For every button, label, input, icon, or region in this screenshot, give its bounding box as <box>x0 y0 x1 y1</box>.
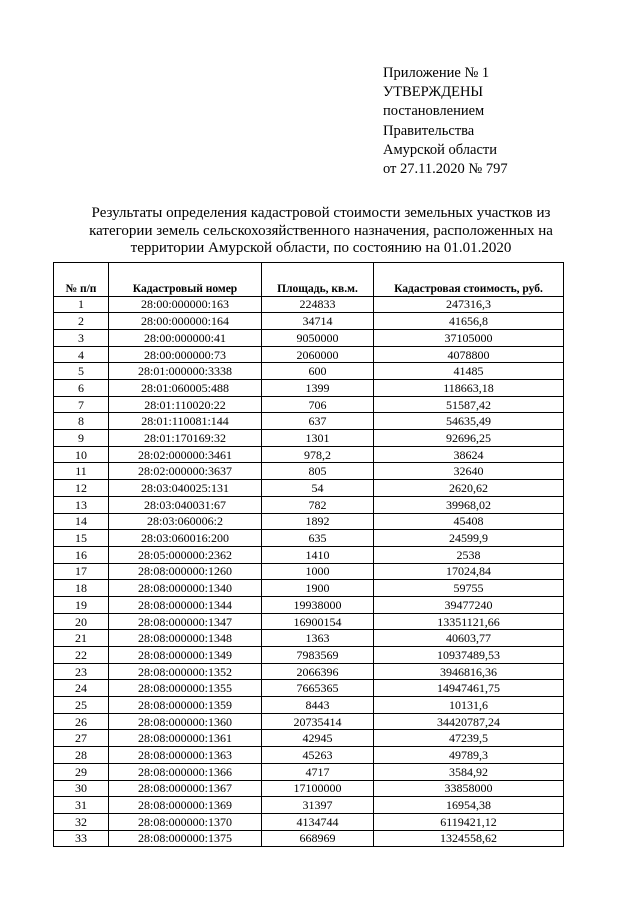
cell-cadastral-number: 28:00:000000:163 <box>109 296 262 313</box>
table-row <box>54 563 564 580</box>
cell-cadastral-value: 10131,6 <box>374 697 564 714</box>
cell-cadastral-number: 28:08:000000:1360 <box>109 713 262 730</box>
cell-cadastral-number: 28:02:000000:3461 <box>109 446 262 463</box>
cell-cadastral-number: 28:08:000000:1352 <box>109 663 262 680</box>
cell-area: 1363 <box>262 630 374 647</box>
cell-area: 2060000 <box>262 346 374 363</box>
cell-area: 16900154 <box>262 613 374 630</box>
cell-area: 224833 <box>262 296 374 313</box>
cell-number: 32 <box>54 813 109 830</box>
cell-area: 20735414 <box>262 713 374 730</box>
table-row <box>54 430 564 447</box>
cell-cadastral-value: 41656,8 <box>374 313 564 330</box>
cell-number: 5 <box>54 363 109 380</box>
cell-area: 17100000 <box>262 780 374 797</box>
table-row <box>54 413 564 430</box>
cell-area: 45263 <box>262 747 374 764</box>
cell-cadastral-value: 13351121,66 <box>374 613 564 630</box>
cell-area: 1000 <box>262 563 374 580</box>
cell-number: 31 <box>54 797 109 814</box>
cell-number: 22 <box>54 647 109 664</box>
cell-area: 2066396 <box>262 663 374 680</box>
cell-number: 23 <box>54 663 109 680</box>
table-row <box>54 830 564 847</box>
header-cadastral-number: Кадастровый номер <box>109 263 262 297</box>
cell-area: 31397 <box>262 797 374 814</box>
cell-number: 4 <box>54 346 109 363</box>
header-number: № п/п <box>54 263 109 297</box>
cell-cadastral-number: 28:08:000000:1348 <box>109 630 262 647</box>
table-row <box>54 363 564 380</box>
cell-cadastral-value: 32640 <box>374 463 564 480</box>
cell-area: 668969 <box>262 830 374 847</box>
cell-area: 1399 <box>262 380 374 397</box>
cell-cadastral-number: 28:08:000000:1347 <box>109 613 262 630</box>
cell-cadastral-value: 3946816,36 <box>374 663 564 680</box>
cell-cadastral-number: 28:03:040031:67 <box>109 496 262 513</box>
cell-number: 15 <box>54 530 109 547</box>
cell-area: 635 <box>262 530 374 547</box>
cell-area: 19938000 <box>262 596 374 613</box>
cell-cadastral-number: 28:08:000000:1369 <box>109 797 262 814</box>
cell-number: 14 <box>54 513 109 530</box>
cell-cadastral-value: 39968,02 <box>374 496 564 513</box>
cell-cadastral-number: 28:08:000000:1340 <box>109 580 262 597</box>
cell-number: 10 <box>54 446 109 463</box>
table-row <box>54 663 564 680</box>
cell-cadastral-number: 28:03:060016:200 <box>109 530 262 547</box>
cell-cadastral-number: 28:08:000000:1344 <box>109 596 262 613</box>
cell-number: 24 <box>54 680 109 697</box>
cell-cadastral-number: 28:08:000000:1367 <box>109 780 262 797</box>
table-row <box>54 813 564 830</box>
cell-area: 637 <box>262 413 374 430</box>
table-header-row <box>54 263 564 297</box>
cell-number: 9 <box>54 430 109 447</box>
cell-cadastral-number: 28:08:000000:1375 <box>109 830 262 847</box>
cell-cadastral-value: 37105000 <box>374 329 564 346</box>
cell-area: 9050000 <box>262 329 374 346</box>
cell-cadastral-number: 28:01:110081:144 <box>109 413 262 430</box>
table-row <box>54 580 564 597</box>
cell-cadastral-value: 41485 <box>374 363 564 380</box>
cell-area: 782 <box>262 496 374 513</box>
cell-number: 33 <box>54 830 109 847</box>
cell-number: 7 <box>54 396 109 413</box>
cell-number: 2 <box>54 313 109 330</box>
cell-cadastral-number: 28:01:170169:32 <box>109 430 262 447</box>
cell-area: 54 <box>262 480 374 497</box>
approval-block <box>383 64 508 179</box>
header-area: Площадь, кв.м. <box>262 263 374 297</box>
cell-area: 42945 <box>262 730 374 747</box>
table-row <box>54 496 564 513</box>
table-row <box>54 513 564 530</box>
cell-cadastral-value: 59755 <box>374 580 564 597</box>
cell-number: 19 <box>54 596 109 613</box>
cell-cadastral-value: 10937489,53 <box>374 647 564 664</box>
cell-area: 1410 <box>262 546 374 563</box>
cell-number: 11 <box>54 463 109 480</box>
table-row <box>54 463 564 480</box>
table-row <box>54 797 564 814</box>
cell-number: 8 <box>54 413 109 430</box>
cell-cadastral-number: 28:00:000000:164 <box>109 313 262 330</box>
table-row <box>54 296 564 313</box>
approval-line-date: от 27.11.2020 № 797 <box>383 161 508 178</box>
table-row <box>54 546 564 563</box>
table-row <box>54 730 564 747</box>
cell-cadastral-number: 28:01:000000:3338 <box>109 363 262 380</box>
cell-number: 1 <box>54 296 109 313</box>
cell-cadastral-number: 28:01:110020:22 <box>109 396 262 413</box>
cell-area: 4134744 <box>262 813 374 830</box>
table-row <box>54 596 564 613</box>
table-row <box>54 647 564 664</box>
table-row <box>54 313 564 330</box>
cell-cadastral-number: 28:08:000000:1366 <box>109 763 262 780</box>
cell-number: 16 <box>54 546 109 563</box>
cell-number: 6 <box>54 380 109 397</box>
cell-area: 4717 <box>262 763 374 780</box>
cell-cadastral-value: 2620,62 <box>374 480 564 497</box>
cell-cadastral-number: 28:08:000000:1370 <box>109 813 262 830</box>
table-body <box>54 296 564 847</box>
cell-area: 1900 <box>262 580 374 597</box>
table-row <box>54 530 564 547</box>
table-row <box>54 780 564 797</box>
cell-cadastral-value: 33858000 <box>374 780 564 797</box>
cell-cadastral-number: 28:08:000000:1260 <box>109 563 262 580</box>
table-row <box>54 346 564 363</box>
cell-number: 3 <box>54 329 109 346</box>
cell-cadastral-number: 28:08:000000:1359 <box>109 697 262 714</box>
cell-number: 20 <box>54 613 109 630</box>
cadastral-table <box>53 262 564 847</box>
cell-area: 706 <box>262 396 374 413</box>
cell-cadastral-value: 47239,5 <box>374 730 564 747</box>
cell-cadastral-value: 45408 <box>374 513 564 530</box>
cell-cadastral-value: 38624 <box>374 446 564 463</box>
table-row <box>54 446 564 463</box>
approval-line-government: Правительства <box>383 122 475 139</box>
cell-cadastral-number: 28:03:040025:131 <box>109 480 262 497</box>
cell-area: 978,2 <box>262 446 374 463</box>
cell-number: 13 <box>54 496 109 513</box>
cell-area: 805 <box>262 463 374 480</box>
cell-area: 8443 <box>262 697 374 714</box>
cell-cadastral-number: 28:08:000000:1363 <box>109 747 262 764</box>
cell-cadastral-value: 6119421,12 <box>374 813 564 830</box>
cell-area: 1892 <box>262 513 374 530</box>
document-title: Результаты определения кадастровой стоимости земельных участков из категории земель сельскохозяйственного назначения, расположенных на территории Амурской области, по состоянию на 01.01.2020 <box>89 205 553 256</box>
approval-line-resolution: постановлением <box>383 103 485 120</box>
cell-number: 28 <box>54 747 109 764</box>
cell-cadastral-value: 54635,49 <box>374 413 564 430</box>
cell-number: 18 <box>54 580 109 597</box>
cell-cadastral-value: 4078800 <box>374 346 564 363</box>
cell-cadastral-value: 118663,18 <box>374 380 564 397</box>
cell-cadastral-number: 28:08:000000:1361 <box>109 730 262 747</box>
approval-line-region: Амурской области <box>383 141 497 158</box>
approval-line-appendix: Приложение № 1 <box>383 65 490 81</box>
cell-number: 12 <box>54 480 109 497</box>
header-cadastral-value: Кадастровая стоимость, руб. <box>374 263 564 297</box>
cell-cadastral-value: 14947461,75 <box>374 680 564 697</box>
table-row <box>54 680 564 697</box>
cell-cadastral-number: 28:01:060005:488 <box>109 380 262 397</box>
cell-cadastral-number: 28:08:000000:1355 <box>109 680 262 697</box>
cell-cadastral-number: 28:03:060006:2 <box>109 513 262 530</box>
cell-cadastral-value: 17024,84 <box>374 563 564 580</box>
cell-cadastral-value: 1324558,62 <box>374 830 564 847</box>
cell-area: 7665365 <box>262 680 374 697</box>
cell-area: 34714 <box>262 313 374 330</box>
cell-number: 29 <box>54 763 109 780</box>
cell-cadastral-value: 24599,9 <box>374 530 564 547</box>
cell-number: 26 <box>54 713 109 730</box>
cell-cadastral-value: 49789,3 <box>374 747 564 764</box>
cell-area: 1301 <box>262 430 374 447</box>
table-row <box>54 697 564 714</box>
cell-cadastral-value: 34420787,24 <box>374 713 564 730</box>
cell-cadastral-number: 28:00:000000:41 <box>109 329 262 346</box>
table-row <box>54 747 564 764</box>
table-row <box>54 480 564 497</box>
cell-cadastral-number: 28:02:000000:3637 <box>109 463 262 480</box>
cell-cadastral-value: 40603,77 <box>374 630 564 647</box>
cell-area: 7983569 <box>262 647 374 664</box>
table-row <box>54 713 564 730</box>
table-row <box>54 763 564 780</box>
table-row <box>54 380 564 397</box>
cell-cadastral-value: 3584,92 <box>374 763 564 780</box>
cell-cadastral-value: 92696,25 <box>374 430 564 447</box>
cell-number: 27 <box>54 730 109 747</box>
cell-cadastral-value: 247316,3 <box>374 296 564 313</box>
cell-cadastral-number: 28:08:000000:1349 <box>109 647 262 664</box>
cell-cadastral-value: 16954,38 <box>374 797 564 814</box>
cell-area: 600 <box>262 363 374 380</box>
table-row <box>54 396 564 413</box>
approval-line-approved: УТВЕРЖДЕНЫ <box>383 84 484 101</box>
table-row <box>54 329 564 346</box>
table-row <box>54 613 564 630</box>
cell-cadastral-number: 28:05:000000:2362 <box>109 546 262 563</box>
cell-number: 25 <box>54 697 109 714</box>
cell-number: 21 <box>54 630 109 647</box>
cell-cadastral-value: 51587,42 <box>374 396 564 413</box>
cell-number: 30 <box>54 780 109 797</box>
cell-cadastral-value: 2538 <box>374 546 564 563</box>
cell-cadastral-value: 39477240 <box>374 596 564 613</box>
cell-cadastral-number: 28:00:000000:73 <box>109 346 262 363</box>
cell-number: 17 <box>54 563 109 580</box>
table-row <box>54 630 564 647</box>
